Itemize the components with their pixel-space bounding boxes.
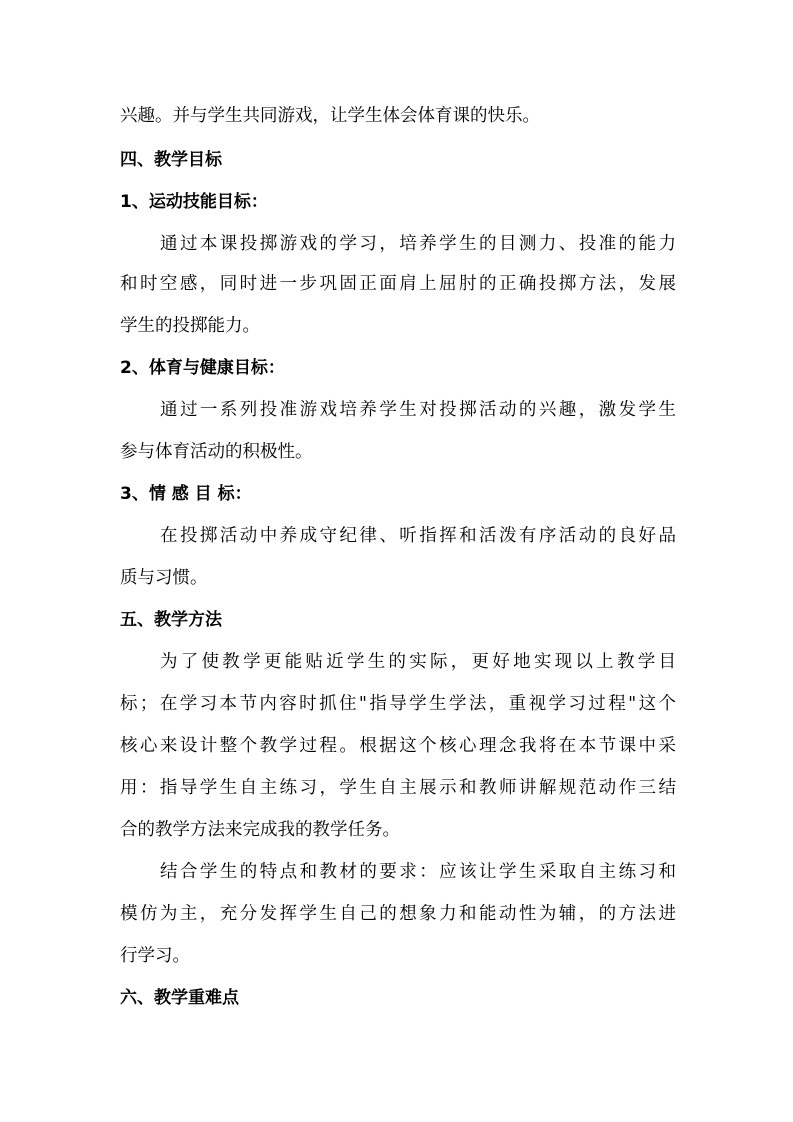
paragraph-line: 兴趣。并与学生共同游戏，让学生体会体育课的快乐。 [120,106,540,126]
paragraph-line: 用：指导学生自主练习，学生自主展示和教师讲解规范动作三结 [120,778,676,798]
paragraph-line: 模仿为主，充分发挥学生自己的想象力和能动性为辅，的方法进 [120,904,676,924]
section-heading-teaching-goals: 四、教学目标 [120,150,222,170]
paragraph-line: 结合学生的特点和教材的要求：应该让学生采取自主练习和 [160,862,676,882]
paragraph-line: 通过本课投掷游戏的学习，培养学生的目测力、投准的能力 [160,234,676,254]
subheading-motor-skill-goal: 1、运动技能目标： [120,192,268,212]
paragraph-line: 为了使教学更能贴近学生的实际，更好地实现以上教学目 [160,652,676,672]
paragraph-line: 合的教学方法来完成我的教学任务。 [120,820,400,840]
paragraph-line: 参与体育活动的积极性。 [120,442,313,462]
paragraph-line: 通过一系列投准游戏培养学生对投掷活动的兴趣，激发学生 [160,400,676,420]
section-heading-teaching-methods: 五、教学方法 [120,610,222,630]
subheading-pe-health-goal: 2、体育与健康目标： [120,358,285,378]
paragraph-line: 标；在学习本节内容时抓住"指导学生学法，重视学习过程"这个 [120,694,676,714]
paragraph-line: 学生的投掷能力。 [120,316,260,336]
subheading-emotion-goal: 3、情 感 目 标： [120,484,252,504]
paragraph-line: 核心来设计整个教学过程。根据这个核心理念我将在本节课中采 [120,736,676,756]
section-heading-key-difficult-points: 六、教学重难点 [120,988,239,1008]
paragraph-line: 和时空感，同时进一步巩固正面肩上屈肘的正确投掷方法，发展 [120,274,676,294]
paragraph-line: 在投掷活动中养成守纪律、听指挥和活泼有序活动的良好品 [160,526,676,546]
paragraph-line: 行学习。 [120,946,190,966]
paragraph-line: 质与习惯。 [120,568,208,588]
